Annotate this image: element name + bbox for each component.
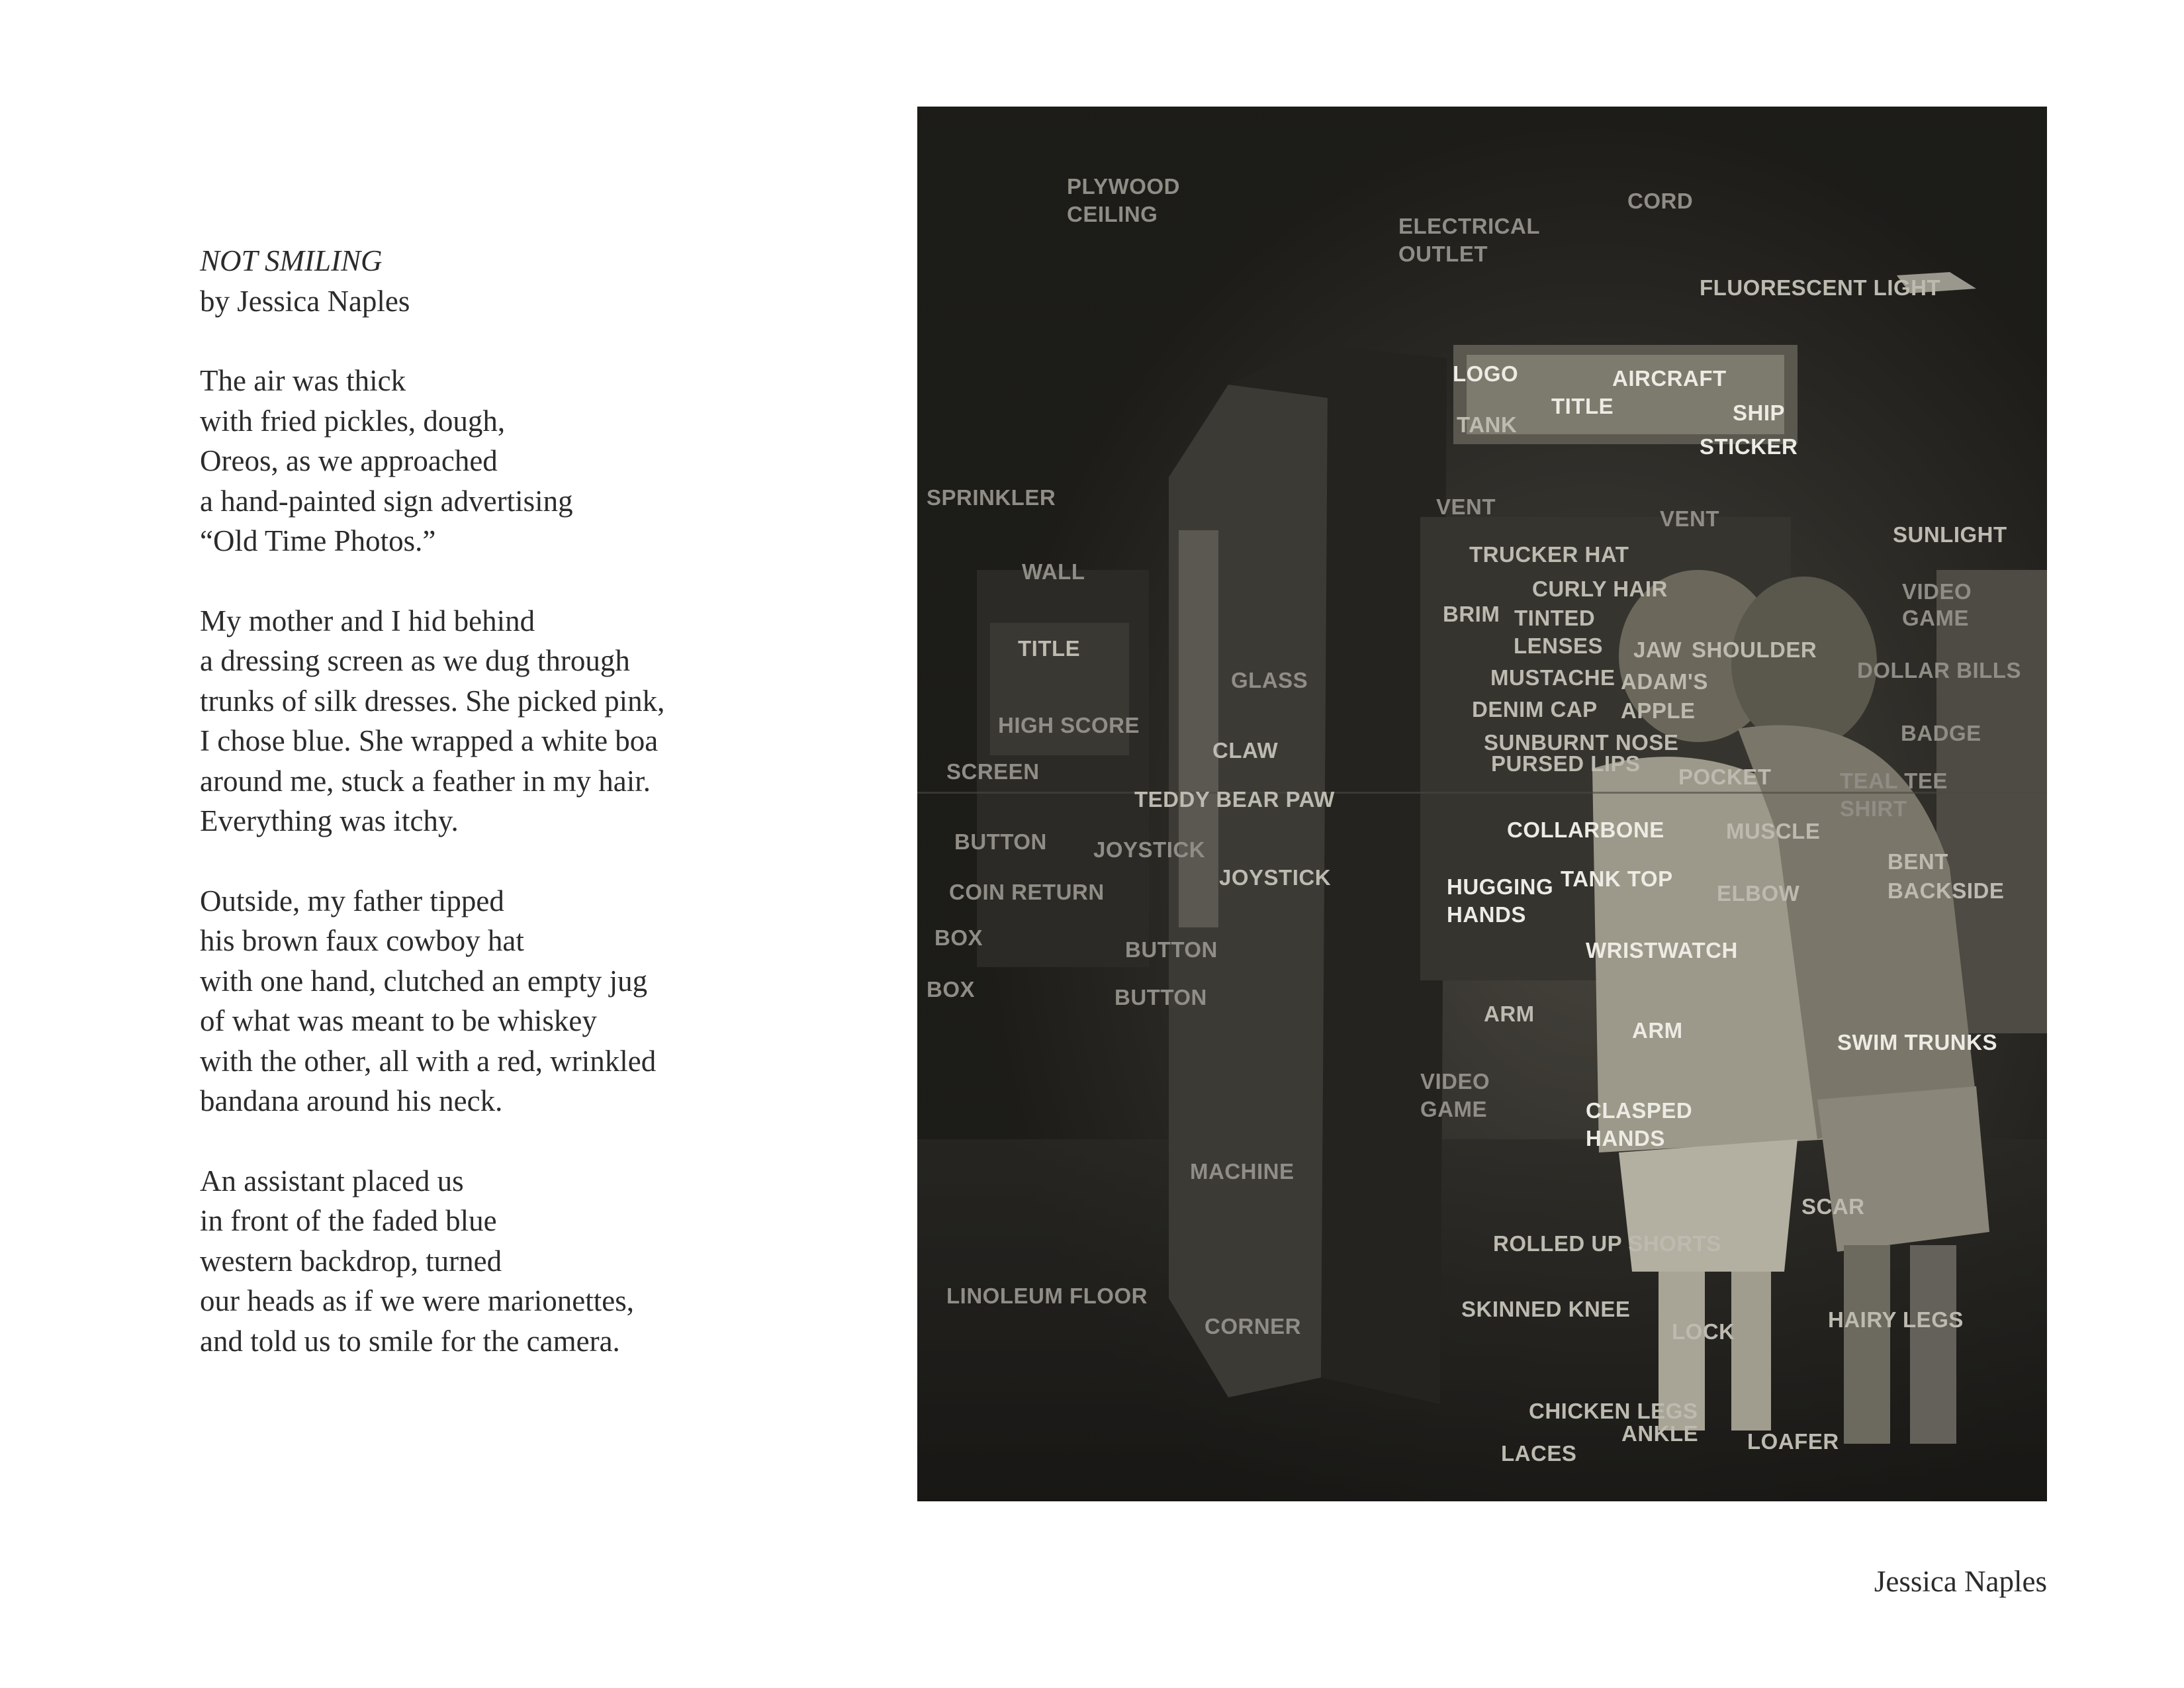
photo-label: SUNLIGHT bbox=[1893, 522, 2007, 547]
photo-label: BRIM bbox=[1443, 602, 1500, 626]
poem-stanza bbox=[200, 601, 862, 841]
poem-line: of what was meant to be whiskey bbox=[200, 1004, 597, 1037]
photo-label: APPLE bbox=[1621, 698, 1696, 723]
photo-label: AIRCRAFT bbox=[1612, 366, 1727, 391]
poem-line: trunks of silk dresses. She picked pink, bbox=[200, 684, 665, 718]
photo-label: GLASS bbox=[1231, 668, 1308, 692]
poem-line: with one hand, clutched an empty jug bbox=[200, 964, 648, 998]
photo-label: SWIM TRUNKS bbox=[1837, 1030, 1997, 1055]
photo-label: HIGH SCORE bbox=[998, 713, 1140, 737]
photo-label: TANK TOP bbox=[1561, 867, 1673, 891]
poem-line: western backdrop, turned bbox=[200, 1244, 502, 1278]
photo-label: SHIRT bbox=[1840, 796, 1907, 821]
photo-label: LOCK bbox=[1672, 1319, 1735, 1344]
photo-label: FLUORESCENT LIGHT bbox=[1700, 275, 1941, 300]
photo-label: TRUCKER HAT bbox=[1469, 542, 1629, 567]
photo-label: JAW bbox=[1633, 637, 1682, 662]
photo-label: VENT bbox=[1436, 494, 1496, 519]
photo-label: ARM bbox=[1484, 1002, 1535, 1026]
poem-stanza bbox=[200, 1161, 862, 1362]
photo-label: SHOULDER bbox=[1692, 637, 1817, 662]
photo-label: BOX bbox=[927, 977, 976, 1002]
photo-label: SUNBURNT NOSE bbox=[1484, 730, 1679, 755]
photo-label: HUGGING bbox=[1447, 874, 1554, 899]
photo-label: TITLE bbox=[1018, 636, 1081, 661]
photo-label: VENT bbox=[1660, 506, 1720, 531]
poem-line: a dressing screen as we dug through bbox=[200, 644, 630, 677]
photo-label: SCAR bbox=[1801, 1194, 1865, 1219]
poem-stanza bbox=[200, 361, 862, 561]
photo-label: BUTTON bbox=[954, 829, 1047, 854]
photo-label: CORD bbox=[1627, 189, 1694, 213]
photo-label: TANK bbox=[1457, 412, 1518, 437]
annotated-photograph bbox=[917, 107, 2047, 1501]
photo-label: HANDS bbox=[1447, 902, 1526, 927]
photo-label: LINOLEUM FLOOR bbox=[946, 1284, 1148, 1308]
photo-label: DOLLAR BILLS bbox=[1857, 658, 2021, 682]
photo-label: ARM bbox=[1632, 1018, 1683, 1043]
photo-label: CORNER bbox=[1205, 1314, 1302, 1338]
photo-label: LENSES bbox=[1514, 633, 1604, 658]
poem-line: our heads as if we were marionettes, bbox=[200, 1284, 634, 1317]
photo-label: CURLY HAIR bbox=[1532, 577, 1668, 601]
poem-line: bandana around his neck. bbox=[200, 1084, 503, 1117]
photo-label: CEILING bbox=[1067, 202, 1158, 226]
poem-line: and told us to smile for the camera. bbox=[200, 1324, 620, 1358]
photo-label: CLAW bbox=[1212, 738, 1279, 763]
photo-label: ELECTRICAL bbox=[1398, 214, 1540, 238]
photo-label: TEAL TEE bbox=[1840, 769, 1948, 793]
photo-label: TINTED bbox=[1514, 606, 1596, 630]
photo-label: VIDEO bbox=[1902, 579, 1972, 604]
photo-label: GAME bbox=[1902, 606, 1969, 630]
poem-line: with fried pickles, dough, bbox=[200, 404, 506, 438]
photo-label: WRISTWATCH bbox=[1586, 938, 1738, 962]
photo-label: CHICKEN LEGS bbox=[1529, 1399, 1698, 1423]
poem-title: NOT SMILING bbox=[200, 244, 383, 277]
poem-line: The air was thick bbox=[200, 364, 406, 397]
poem-line: Oreos, as we approached bbox=[200, 444, 498, 477]
photo-label: TITLE bbox=[1551, 394, 1614, 418]
photo-label: SKINNED KNEE bbox=[1461, 1297, 1631, 1321]
photo-label: HAIRY LEGS bbox=[1828, 1307, 1964, 1332]
photo-label: BOX bbox=[934, 925, 983, 950]
photo-label: SPRINKLER bbox=[927, 485, 1056, 510]
artist-signature: Jessica Naples bbox=[1874, 1565, 2047, 1598]
photo-label: BUTTON bbox=[1125, 937, 1218, 962]
poem-line: My mother and I hid behind bbox=[200, 604, 535, 637]
poem-line: with the other, all with a red, wrinkled bbox=[200, 1044, 657, 1078]
poem-line: Outside, my father tipped bbox=[200, 884, 504, 917]
photo-label: JOYSTICK bbox=[1219, 865, 1332, 890]
photo-label: LACES bbox=[1501, 1441, 1577, 1466]
photo-label: MACHINE bbox=[1190, 1159, 1295, 1184]
photo-label: BACKSIDE bbox=[1888, 878, 2005, 903]
photo-label: COLLARBONE bbox=[1507, 818, 1664, 842]
poem-stanza bbox=[200, 881, 862, 1121]
photo-label: PURSED LIPS bbox=[1491, 751, 1641, 776]
poem bbox=[200, 241, 862, 1361]
photo-label: LOGO bbox=[1453, 361, 1519, 386]
photo-label: GAME bbox=[1420, 1097, 1487, 1121]
poem-byline: by Jessica Naples bbox=[200, 284, 410, 318]
photo-label: STICKER bbox=[1700, 434, 1798, 459]
photo-label: POCKET bbox=[1678, 765, 1772, 789]
photo-label: BADGE bbox=[1901, 721, 1981, 745]
poem-line: in front of the faded blue bbox=[200, 1204, 497, 1237]
photo-label: PLYWOOD bbox=[1067, 174, 1180, 199]
poem-line: a hand-painted sign advertising bbox=[200, 484, 573, 518]
poem-line: An assistant placed us bbox=[200, 1164, 464, 1197]
photo-label: JOYSTICK bbox=[1093, 837, 1206, 862]
photo-label: MUSTACHE bbox=[1490, 665, 1615, 690]
photo-label: OUTLET bbox=[1398, 242, 1488, 266]
photo-label: SCREEN bbox=[946, 759, 1040, 784]
photo-label: ROLLED UP SHORTS bbox=[1493, 1231, 1721, 1256]
photo-label: VIDEO bbox=[1420, 1069, 1490, 1094]
photo-label: COIN RETURN bbox=[949, 880, 1105, 904]
photo-label: BENT bbox=[1888, 849, 1948, 874]
poem-line: I chose blue. She wrapped a white boa bbox=[200, 724, 659, 757]
photo-label: ADAM'S bbox=[1621, 669, 1708, 694]
photo-label: DENIM CAP bbox=[1472, 697, 1598, 722]
photo-label: TEDDY BEAR PAW bbox=[1134, 787, 1335, 812]
photo-label: BUTTON bbox=[1115, 985, 1207, 1009]
photo-label: MUSCLE bbox=[1726, 819, 1821, 843]
photo-label: ANKLE bbox=[1621, 1421, 1699, 1446]
photo-label: CLASPED bbox=[1586, 1098, 1693, 1123]
photo-label: LOAFER bbox=[1747, 1429, 1839, 1454]
poem-line: his brown faux cowboy hat bbox=[200, 924, 524, 957]
poem-line: “Old Time Photos.” bbox=[200, 524, 436, 557]
photo-label: WALL bbox=[1022, 559, 1085, 584]
photo-label: SHIP bbox=[1733, 400, 1786, 425]
poem-line: around me, stuck a feather in my hair. bbox=[200, 764, 651, 798]
photo-label: ELBOW bbox=[1717, 881, 1800, 906]
poem-line: Everything was itchy. bbox=[200, 804, 459, 837]
photo-label: HANDS bbox=[1586, 1126, 1665, 1150]
poem-body bbox=[200, 361, 862, 1361]
